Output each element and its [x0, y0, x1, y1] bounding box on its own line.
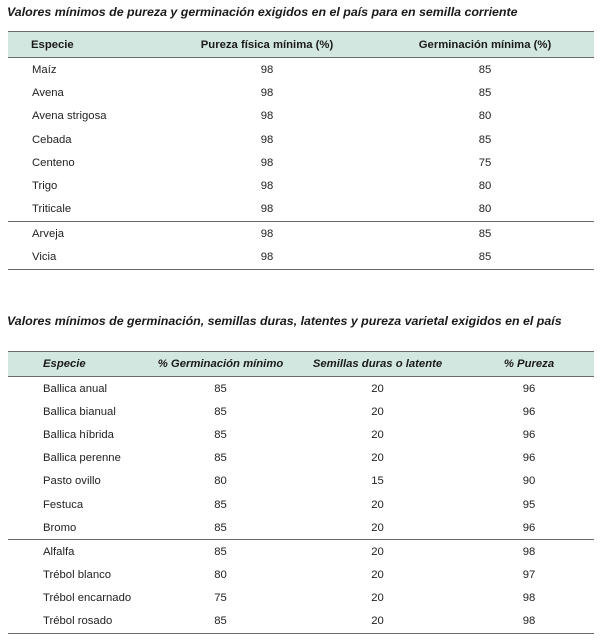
table-row [8, 58, 594, 82]
table-row [8, 400, 594, 423]
cell-species: Trigo [32, 180, 58, 193]
cell-value: 98 [260, 156, 274, 169]
cell-species: Trébol blanco [43, 569, 112, 582]
table-row [8, 564, 594, 587]
cell-value: 98 [260, 86, 274, 99]
cell-value: 20 [371, 405, 384, 418]
cell-value: 20 [371, 382, 384, 395]
cell-species: Trébol rosado [8, 610, 150, 634]
cell-value: 97 [522, 569, 536, 582]
cell-value: 80 [478, 180, 492, 193]
cell-value: 85 [376, 245, 594, 269]
cell-species: Avena strigosa [32, 110, 107, 123]
table-row [8, 151, 594, 174]
cell-species: Ballica anual [43, 382, 108, 395]
cell-value: 85 [478, 86, 492, 99]
table-row [8, 174, 594, 197]
table2-title: Valores mínimos de germinación, semillas duras, latentes y pureza varietal exigidos en el país [7, 314, 562, 328]
cell-value: 75 [478, 156, 492, 169]
cell-value: 85 [214, 521, 227, 534]
cell-value: 98 [158, 222, 376, 246]
table-row [8, 470, 594, 493]
cell-species: Cebada [32, 133, 72, 146]
table-row [8, 447, 594, 470]
header-pureza: Pureza física mínima (%) [158, 32, 376, 58]
cell-value: 98 [158, 245, 376, 269]
cell-species: Maíz [32, 63, 57, 76]
header-germinacion: % Germinación mínimo [150, 352, 291, 377]
cell-species: Pasto ovillo [43, 475, 101, 488]
cell-value: 80 [214, 569, 227, 582]
header-especie: Especie [8, 32, 158, 58]
cell-value: 90 [522, 475, 536, 488]
cell-value: 20 [371, 569, 384, 582]
cell-value: 85 [150, 540, 291, 564]
cell-value: 80 [478, 110, 492, 123]
cell-value: 98 [260, 110, 274, 123]
cell-value: 85 [214, 498, 227, 511]
cell-value: 98 [522, 592, 536, 605]
cell-value: 85 [214, 428, 227, 441]
cell-value: 20 [371, 521, 384, 534]
cell-value: 20 [371, 452, 384, 465]
table-row [8, 540, 594, 564]
cell-value: 96 [522, 428, 536, 441]
cell-value: 20 [371, 428, 384, 441]
cell-species: Trébol encarnado [43, 592, 132, 605]
cell-value: 95 [522, 498, 536, 511]
cell-value: 85 [478, 63, 492, 76]
table-row [8, 423, 594, 446]
cell-value: 98 [464, 540, 594, 564]
cell-species: Centeno [32, 156, 75, 169]
cell-value: 96 [522, 521, 536, 534]
cell-value: 98 [260, 63, 274, 76]
table-row [8, 105, 594, 128]
table1-title: Valores mínimos de pureza y germinación exigidos en el país para en semilla corriente [7, 5, 518, 19]
cell-value: 85 [214, 405, 227, 418]
header-semillas-duras: Semillas duras o latente [291, 352, 464, 377]
table-row [8, 610, 594, 634]
cell-value: 15 [371, 475, 384, 488]
table-header-row [8, 32, 594, 58]
germination-hardseed-purity-table [8, 351, 594, 634]
cell-value: 85 [214, 382, 227, 395]
cell-value: 20 [371, 498, 384, 511]
table-row [8, 377, 594, 401]
cell-species: Triticale [32, 203, 72, 216]
cell-value: 98 [260, 203, 274, 216]
table-row [8, 516, 594, 540]
cell-species: Ballica híbrida [43, 428, 114, 441]
cell-value: 98 [464, 610, 594, 634]
cell-species: Vicia [8, 245, 158, 269]
table-row [8, 81, 594, 104]
cell-species: Festuca [43, 498, 84, 511]
cell-value: 20 [291, 540, 464, 564]
cell-value: 85 [214, 452, 227, 465]
table-row [8, 493, 594, 516]
cell-species: Bromo [43, 521, 77, 534]
cell-value: 96 [522, 382, 536, 395]
cell-value: 85 [150, 610, 291, 634]
cell-species: Arveja [8, 222, 158, 246]
cell-value: 85 [478, 133, 492, 146]
cell-species: Ballica perenne [43, 452, 121, 465]
table-row [8, 128, 594, 151]
cell-value: 96 [522, 452, 536, 465]
table-row [8, 198, 594, 222]
cell-value: 20 [371, 592, 384, 605]
cell-species: Alfalfa [8, 540, 150, 564]
cell-value: 80 [478, 203, 492, 216]
purity-germination-table [8, 31, 594, 270]
cell-species: Avena [32, 86, 64, 99]
cell-value: 75 [214, 592, 227, 605]
cell-value: 20 [291, 610, 464, 634]
header-germinacion: Germinación mínima (%) [376, 32, 594, 58]
table-row [8, 245, 594, 269]
table-header-row [8, 352, 594, 377]
cell-value: 98 [260, 133, 274, 146]
cell-value: 80 [214, 475, 227, 488]
header-pureza: % Pureza [464, 352, 594, 377]
header-especie: Especie [8, 352, 150, 377]
cell-value: 98 [260, 180, 274, 193]
cell-value: 96 [522, 405, 536, 418]
table-row [8, 587, 594, 610]
table-row [8, 222, 594, 246]
cell-species: Ballica bianual [43, 405, 116, 418]
cell-value: 85 [376, 222, 594, 246]
